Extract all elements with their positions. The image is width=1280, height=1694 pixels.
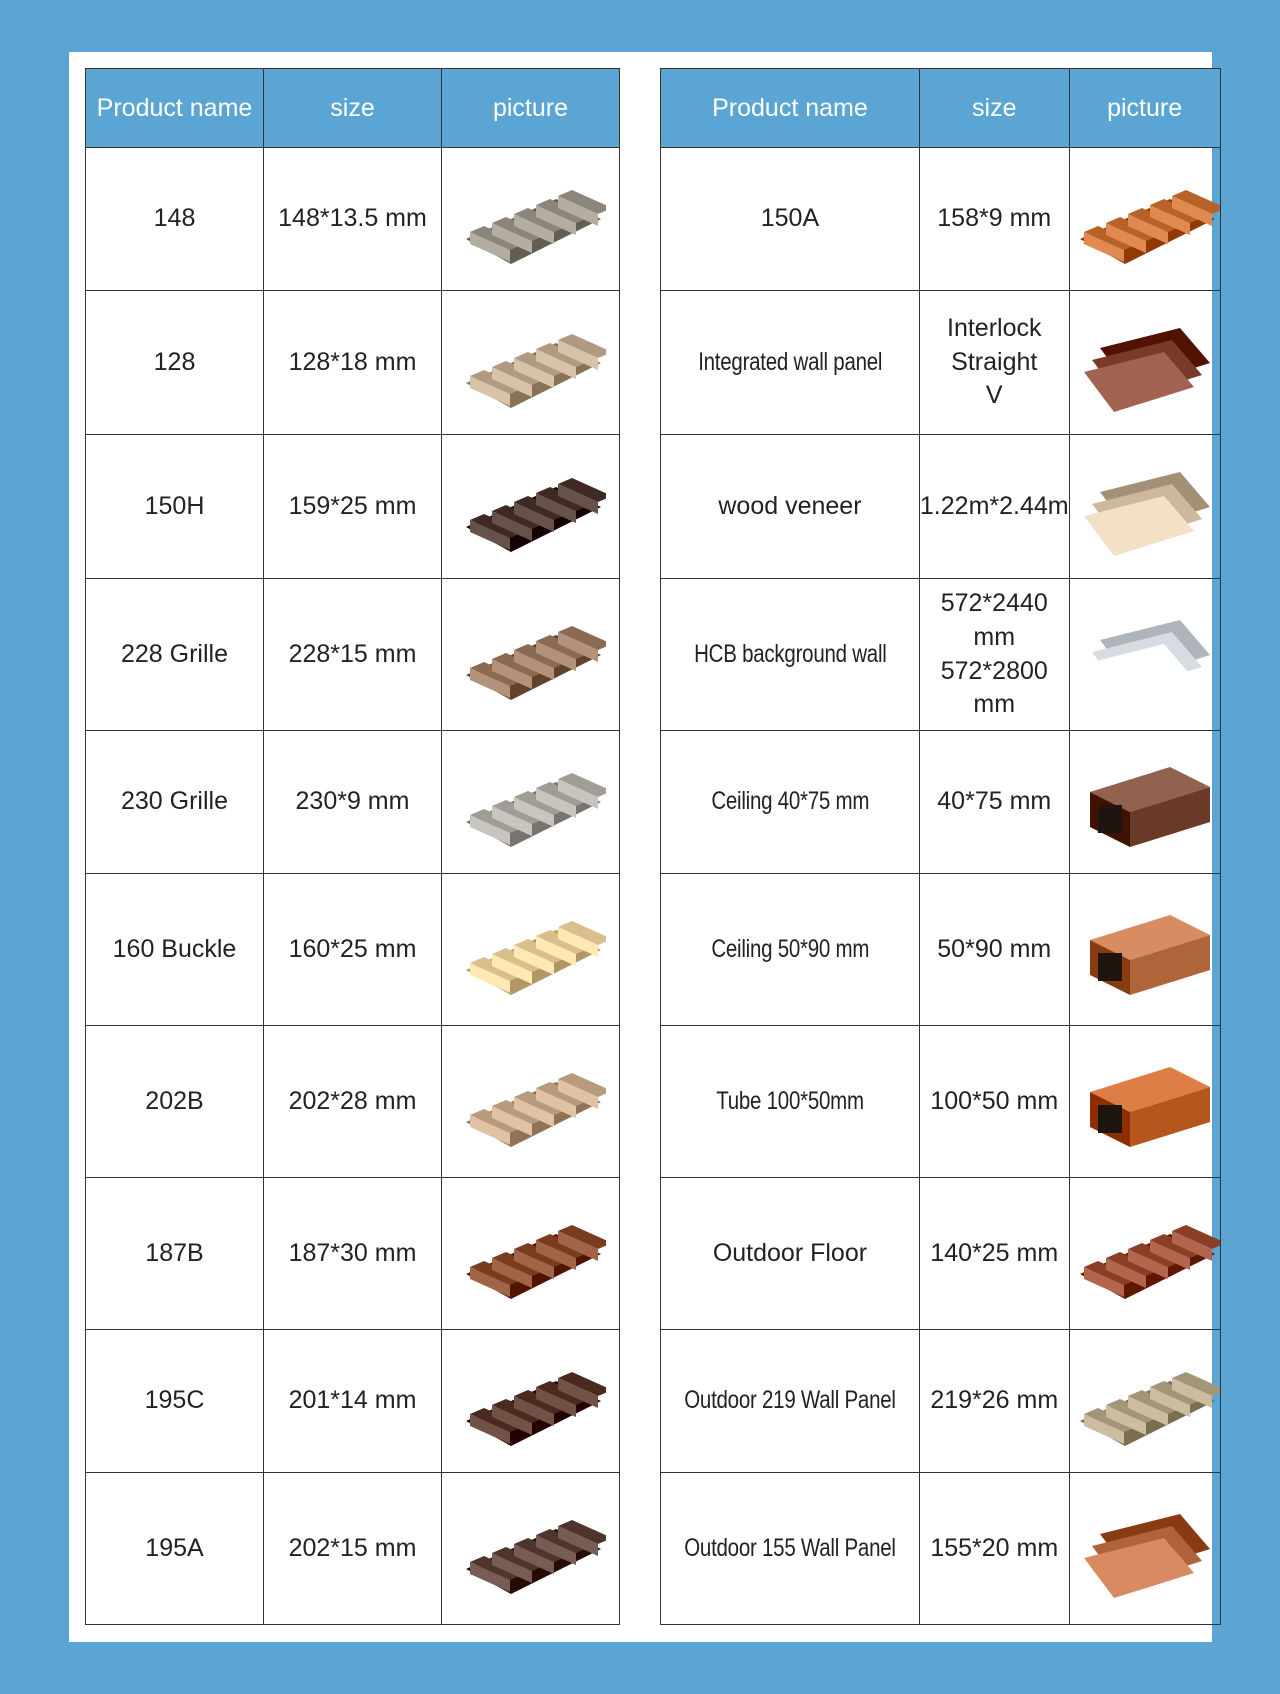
gray-grille-panel-icon	[456, 747, 606, 857]
ceiling-u-profile-icon	[1070, 895, 1220, 1005]
header-product-name: Product name	[661, 69, 920, 148]
size-cell	[919, 874, 1069, 1026]
picture-cell	[1069, 579, 1220, 731]
picture-cell	[1069, 291, 1220, 435]
header-picture: picture	[442, 69, 620, 148]
size-cell	[919, 731, 1069, 874]
size-cell	[919, 1473, 1069, 1625]
product-name-cell: 150H	[86, 435, 264, 579]
size-line: 158*9 mm	[937, 204, 1052, 233]
product-name-cell-text: Ceiling 40*75 mm	[711, 787, 869, 816]
ceiling-profile-icon	[1070, 747, 1220, 857]
size-cell: 128*18 mm	[264, 291, 442, 435]
product-name-cell	[661, 731, 920, 874]
table-row	[661, 291, 1221, 435]
size-cell	[919, 1026, 1069, 1178]
product-name-cell: 150A	[661, 148, 920, 291]
dark-brown-panel-icon	[456, 1494, 606, 1604]
table-row	[661, 874, 1221, 1026]
table-row	[86, 148, 620, 291]
size-cell: 201*14 mm	[264, 1330, 442, 1473]
picture-cell	[1069, 435, 1220, 579]
size-line: 100*50 mm	[930, 1086, 1059, 1115]
product-table-left	[85, 68, 620, 1625]
product-sheet	[69, 52, 1212, 1642]
size-line: V	[985, 381, 1003, 410]
table-row	[86, 1026, 620, 1178]
picture-cell	[1069, 1473, 1220, 1625]
picture-cell	[442, 1330, 620, 1473]
product-name-cell: Outdoor Floor	[661, 1178, 920, 1330]
orange-wood-panel-icon	[1070, 164, 1220, 274]
size-cell	[919, 435, 1069, 579]
product-name-cell: 128	[86, 291, 264, 435]
size-line: Straight	[951, 347, 1038, 376]
brown-grille-panel-icon	[456, 600, 606, 710]
product-name-cell: 187B	[86, 1178, 264, 1330]
table-row	[86, 291, 620, 435]
table-row	[661, 579, 1221, 731]
size-line: 1.22m*2.44m	[919, 491, 1069, 520]
size-cell	[919, 1330, 1069, 1473]
espresso-panel-icon	[456, 1346, 606, 1456]
header-product-name: Product name	[86, 69, 264, 148]
walnut-panel-icon	[456, 1199, 606, 1309]
picture-cell	[1069, 731, 1220, 874]
product-name-cell-text: Ceiling 50*90 mm	[711, 934, 869, 963]
beige-slat-panel-icon	[456, 308, 606, 418]
product-name-cell: 228 Grille	[86, 579, 264, 731]
size-cell	[919, 291, 1069, 435]
product-name-cell: 160 Buckle	[86, 874, 264, 1026]
table-row	[86, 731, 620, 874]
product-name-cell: wood veneer	[661, 435, 920, 579]
size-cell: 160*25 mm	[264, 874, 442, 1026]
product-name-cell-text: Outdoor 219 Wall Panel	[684, 1386, 896, 1415]
product-name-cell	[661, 1473, 920, 1625]
dark-slat-panel-icon	[456, 452, 606, 562]
table-row	[661, 1330, 1221, 1473]
size-line: 572*2800 mm	[940, 656, 1048, 719]
header-row	[86, 69, 620, 148]
product-name-cell-text: Tube 100*50mm	[716, 1086, 864, 1115]
picture-cell	[1069, 148, 1220, 291]
khaki-wall-panel-icon	[1070, 1346, 1220, 1456]
table-row	[661, 731, 1221, 874]
picture-cell	[442, 579, 620, 731]
size-cell: 228*15 mm	[264, 579, 442, 731]
product-name-cell: 202B	[86, 1026, 264, 1178]
size-line: 40*75 mm	[937, 787, 1052, 816]
light-wood-panel-icon	[456, 1047, 606, 1157]
size-cell: 202*28 mm	[264, 1026, 442, 1178]
size-line: Interlock	[947, 313, 1042, 342]
size-cell: 159*25 mm	[264, 435, 442, 579]
picture-cell	[442, 435, 620, 579]
table-row	[661, 148, 1221, 291]
product-name-cell	[661, 1026, 920, 1178]
table-row	[661, 1178, 1221, 1330]
veneer-sheets-icon	[1070, 452, 1220, 562]
size-cell	[919, 579, 1069, 731]
product-name-cell: 195C	[86, 1330, 264, 1473]
picture-cell	[1069, 1178, 1220, 1330]
square-tube-icon	[1070, 1047, 1220, 1157]
table-row	[86, 1330, 620, 1473]
size-cell	[919, 148, 1069, 291]
picture-cell	[1069, 1026, 1220, 1178]
product-name-cell-text: Integrated wall panel	[697, 347, 882, 376]
product-name-cell: 230 Grille	[86, 731, 264, 874]
table-row	[661, 1473, 1221, 1625]
product-name-cell: 195A	[86, 1473, 264, 1625]
product-name-cell	[661, 291, 920, 435]
picture-cell	[1069, 1330, 1220, 1473]
picture-cell	[1069, 874, 1220, 1026]
size-line: 219*26 mm	[930, 1386, 1059, 1415]
table-row	[661, 435, 1221, 579]
product-name-cell	[661, 1330, 920, 1473]
size-line: 572*2440 mm	[940, 589, 1048, 651]
picture-cell	[442, 731, 620, 874]
size-cell: 187*30 mm	[264, 1178, 442, 1330]
product-name-cell-text: Outdoor 155 Wall Panel	[684, 1533, 896, 1562]
cream-buckle-panel-icon	[456, 895, 606, 1005]
decking-board-icon	[1070, 1199, 1220, 1309]
size-cell: 202*15 mm	[264, 1473, 442, 1625]
size-cell: 230*9 mm	[264, 731, 442, 874]
header-size: size	[264, 69, 442, 148]
table-row	[86, 874, 620, 1026]
size-line: 50*90 mm	[937, 934, 1052, 963]
picture-cell	[442, 1473, 620, 1625]
marble-sheets-icon	[1070, 600, 1220, 710]
picture-cell	[442, 874, 620, 1026]
gray-slat-panel-icon	[456, 164, 606, 274]
table-row	[661, 1026, 1221, 1178]
header-row	[661, 69, 1221, 148]
picture-cell	[442, 1026, 620, 1178]
product-name-cell	[661, 579, 920, 731]
picture-cell	[442, 148, 620, 291]
stacked-boards-icon	[1070, 308, 1220, 418]
size-line: 140*25 mm	[930, 1238, 1059, 1267]
product-name-cell: 148	[86, 148, 264, 291]
table-row	[86, 1178, 620, 1330]
header-picture: picture	[1069, 69, 1220, 148]
size-line: 155*20 mm	[930, 1533, 1059, 1562]
size-cell	[919, 1178, 1069, 1330]
product-table-right	[660, 68, 1221, 1625]
clapboard-panel-icon	[1070, 1494, 1220, 1604]
header-size: size	[919, 69, 1069, 148]
table-row	[86, 435, 620, 579]
table-row	[86, 579, 620, 731]
table-row	[86, 1473, 620, 1625]
size-cell: 148*13.5 mm	[264, 148, 442, 291]
picture-cell	[442, 1178, 620, 1330]
product-name-cell-text: HCB background wall	[693, 639, 887, 668]
picture-cell	[442, 291, 620, 435]
product-name-cell	[661, 874, 920, 1026]
